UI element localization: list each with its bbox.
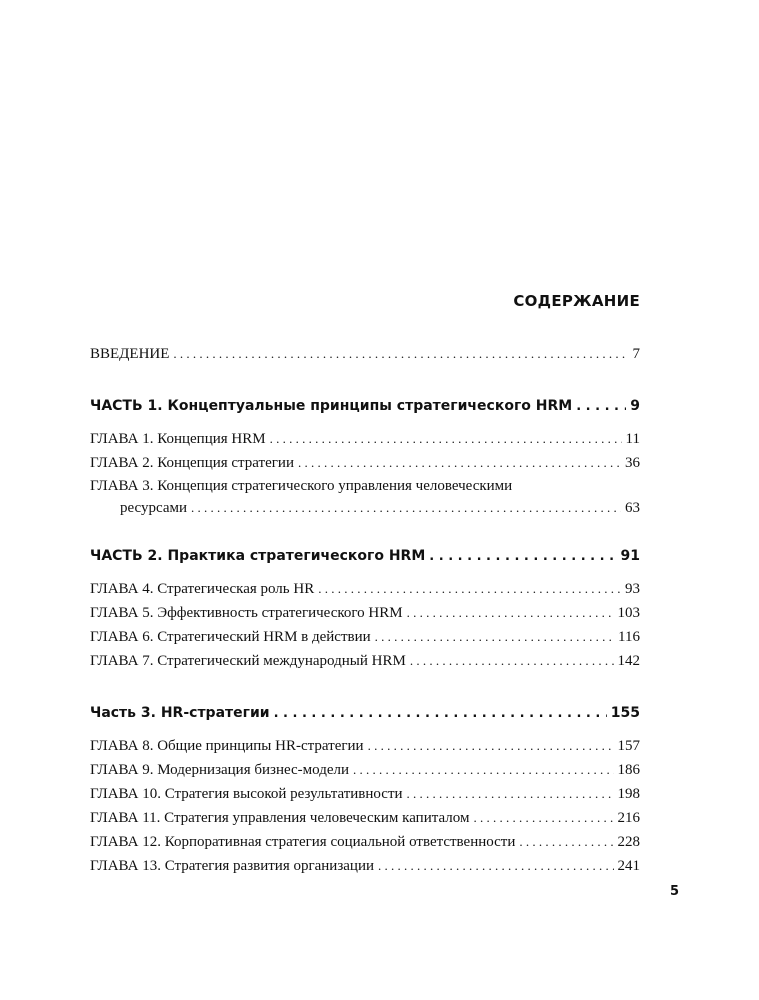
toc-entry-chapter-6[interactable]	[90, 628, 640, 646]
toc-entry-chapter-9[interactable]	[90, 761, 640, 779]
leader-dots	[173, 345, 628, 363]
toc-page-number: 7	[632, 346, 640, 362]
toc-entry-chapter-12[interactable]	[90, 833, 640, 851]
toc-entry-label: ВВЕДЕНИЕ	[90, 346, 170, 362]
toc-part-2[interactable]	[90, 547, 640, 566]
toc-entry-label: ГЛАВА 8. Общие принципы HR-стратегии	[90, 738, 364, 754]
toc-entry-chapter-13[interactable]	[90, 857, 640, 875]
toc-entry-label: ГЛАВА 3. Концепция стратегического управления человеческими	[90, 478, 513, 494]
page-title: СОДЕРЖАНИЕ	[513, 292, 640, 310]
toc-page-number: 157	[617, 738, 640, 754]
leader-dots	[576, 398, 626, 416]
toc-entry-label: ГЛАВА 9. Модернизация бизнес-модели	[90, 762, 350, 778]
leader-dots	[407, 785, 614, 803]
leader-dots	[353, 761, 613, 779]
toc-entry-chapter-2[interactable]	[90, 454, 640, 472]
toc-entry-chapter-5[interactable]	[90, 604, 640, 622]
toc-page-number: 155	[610, 705, 640, 721]
toc-entry-chapter-11[interactable]	[90, 809, 640, 827]
toc-page-number: 11	[625, 431, 640, 447]
toc-entry-label: ГЛАВА 1. Концепция HRM	[90, 431, 266, 447]
toc-entry-chapter-10[interactable]	[90, 785, 640, 803]
toc-entry-intro[interactable]	[90, 345, 640, 363]
page-number: 5	[669, 884, 679, 899]
toc-entry-label: ГЛАВА 13. Стратегия развития организации	[90, 858, 375, 874]
leader-dots	[410, 652, 614, 670]
toc-entry-chapter-7[interactable]	[90, 652, 640, 670]
leader-dots	[519, 833, 613, 851]
leader-dots	[191, 497, 621, 519]
leader-dots	[407, 604, 614, 622]
toc-entry-chapter-3[interactable]	[90, 475, 640, 519]
toc-page-number: 91	[620, 548, 640, 564]
toc-entry-label: ГЛАВА 10. Стратегия высокой результативности	[90, 786, 403, 802]
toc-entry-label: ГЛАВА 12. Корпоративная стратегия социальной ответственности	[90, 834, 516, 850]
toc-entry-label: ГЛАВА 4. Стратегическая роль HR	[90, 581, 315, 597]
toc-entry-chapter-4[interactable]	[90, 580, 640, 598]
toc-part-1[interactable]	[90, 397, 640, 416]
leader-dots	[378, 857, 613, 875]
toc-page-number: 36	[625, 455, 640, 471]
toc-entry-label: ГЛАВА 7. Стратегический международный HRM	[90, 653, 406, 669]
toc-part-label: ЧАСТЬ 2. Практика стратегического HRM	[90, 548, 426, 564]
toc-page-number: 142	[617, 653, 640, 669]
toc-entry-chapter-8[interactable]	[90, 737, 640, 755]
leader-dots	[270, 430, 622, 448]
leader-dots	[429, 548, 616, 566]
leader-dots	[318, 580, 621, 598]
leader-dots	[473, 809, 613, 827]
toc-page-number: 228	[617, 834, 640, 850]
leader-dots	[298, 454, 621, 472]
leader-dots	[274, 705, 607, 723]
toc-entry-chapter-1[interactable]	[90, 430, 640, 448]
toc-page-number: 9	[630, 398, 640, 414]
toc-page-number: 103	[617, 605, 640, 621]
toc-entry-label-continuation: ресурсами	[120, 500, 188, 516]
toc-page-number: 93	[625, 581, 640, 597]
toc-part-3[interactable]	[90, 704, 640, 723]
toc-part-label: Часть 3. HR-стратегии	[90, 705, 270, 721]
toc-entry-label: ГЛАВА 5. Эффективность стратегического HRM	[90, 605, 403, 621]
leader-dots	[375, 628, 614, 646]
toc-page-number: 186	[617, 762, 640, 778]
toc-entry-label: ГЛАВА 2. Концепция стратегии	[90, 455, 294, 471]
toc-part-label: ЧАСТЬ 1. Концептуальные принципы стратегического HRM	[90, 398, 573, 414]
toc-page-number: 116	[618, 629, 640, 645]
toc-page-number: 198	[617, 786, 640, 802]
toc-entry-label: ГЛАВА 6. Стратегический HRM в действии	[90, 629, 371, 645]
toc-page-number: 63	[625, 500, 640, 516]
toc-entry-label: ГЛАВА 11. Стратегия управления человеческим капиталом	[90, 810, 470, 826]
leader-dots	[368, 737, 614, 755]
toc-page-number: 241	[617, 858, 640, 874]
toc-page-number: 216	[617, 810, 640, 826]
